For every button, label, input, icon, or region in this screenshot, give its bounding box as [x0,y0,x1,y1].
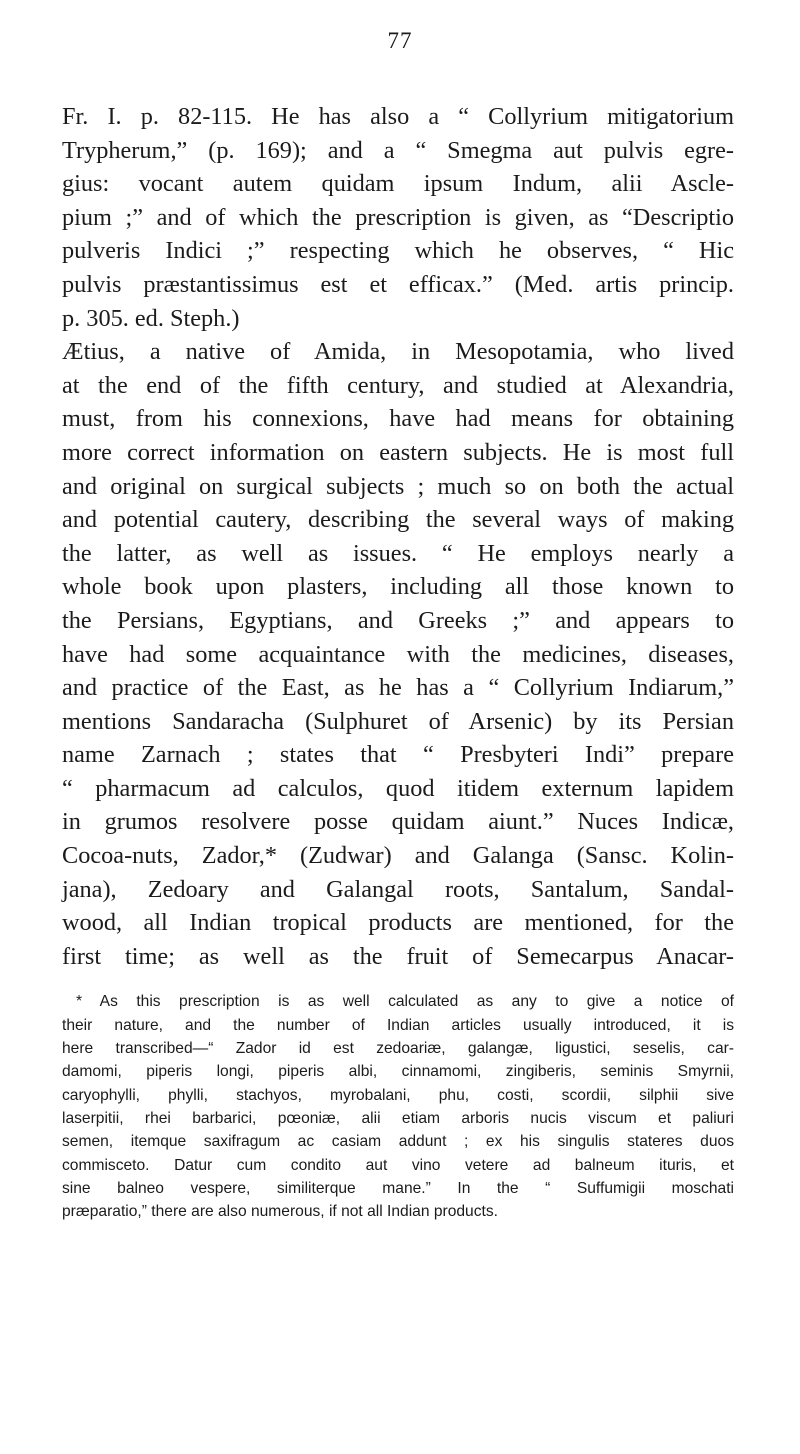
footnote-line: here transcribed—“ Zador id est zedoariæ, galangæ, ligustici, seselis, car- [62,1040,734,1058]
body-line: pulveris Indici ;” respecting which he observes, “ Hic [62,237,734,265]
footnote-line: caryophylli, phylli, stachyos, myrobalani, phu, costi, scordii, silphii sive [62,1086,734,1104]
body-line: at the end of the fifth century, and studied at Alexandria, [62,371,734,399]
footnote-line: semen, itemque saxifragum ac casiam addunt ; ex his singulis stateres duos [62,1133,734,1151]
body-line: Trypherum,” (p. 169); and a “ Smegma aut pulvis egre- [62,136,734,164]
footnote [62,990,734,1223]
body-line: must, from his connexions, have had means for obtaining [62,405,734,433]
body-line: first time; as well as the fruit of Semecarpus Anacar- [62,942,734,970]
footnote-line: præparatio,” there are also numerous, if not all Indian products. [62,1203,498,1221]
body-line: p. 305. ed. Steph.) [62,304,240,332]
footnote-line: * As this prescription is as well calculated as any to give a notice of [76,993,734,1011]
main-text [62,100,734,1223]
body-line: in grumos resolvere posse quidam aiunt.” Nuces Indicæ, [62,808,734,836]
body-line: the latter, as well as issues. “ He employs nearly a [62,539,734,567]
body-line: pium ;” and of which the prescription is given, as “Descriptio [62,203,734,231]
body-line: the Persians, Egyptians, and Greeks ;” and appears to [62,606,734,634]
footnote-line: damomi, piperis longi, piperis albi, cinnamomi, zingiberis, seminis Smyrnii, [62,1063,734,1081]
body-line: mentions Sandaracha (Sulphuret of Arsenic) by its Persian [62,707,734,735]
footnote-line: their nature, and the number of Indian articles usually introduced, it is [62,1016,734,1034]
body-line: have had some acquaintance with the medicines, diseases, [62,640,734,668]
body-line: wood, all Indian tropical products are mentioned, for the [62,909,734,937]
body-line: and original on surgical subjects ; much so on both the actual [62,472,734,500]
body-line: and practice of the East, as he has a “ Collyrium Indiarum,” [62,674,734,702]
body-line: and potential cautery, describing the several ways of making [62,506,734,534]
body-line: pulvis præstantissimus est et efficax.” (Med. artis princip. [62,270,734,298]
body-line: “ pharmacum ad calculos, quod itidem externum lapidem [62,774,734,802]
body-line: Fr. I. p. 82-115. He has also a “ Collyrium mitigatorium [62,103,734,130]
body-line: Cocoa-nuts, Zador,* (Zudwar) and Galanga (Sansc. Kolin- [62,842,734,870]
footnote-line: laserpitii, rhei barbarici, pœoniæ, alii etiam arboris nucis viscum et paliuri [62,1109,734,1127]
footnote-line: sine balneo vespere, similiterque mane.” In the “ Suffumigii moschati [62,1179,734,1197]
body-line: Ætius, a native of Amida, in Mesopotamia, who lived [62,338,734,366]
body-line: gius: vocant autem quidam ipsum Indum, alii Ascle- [62,170,734,198]
body-line: more correct information on eastern subjects. He is most full [62,438,734,466]
body-line: whole book upon plasters, including all those known to [62,573,734,601]
body-paragraphs [62,100,734,973]
page-number: 77 [387,28,413,53]
body-line: jana), Zedoary and Galangal roots, Santalum, Sandal- [62,875,734,903]
footnote-line: commisceto. Datur cum condito aut vino vetere ad balneum ituris, et [62,1156,734,1174]
body-line: name Zarnach ; states that “ Presbyteri Indi” prepare [62,741,734,769]
